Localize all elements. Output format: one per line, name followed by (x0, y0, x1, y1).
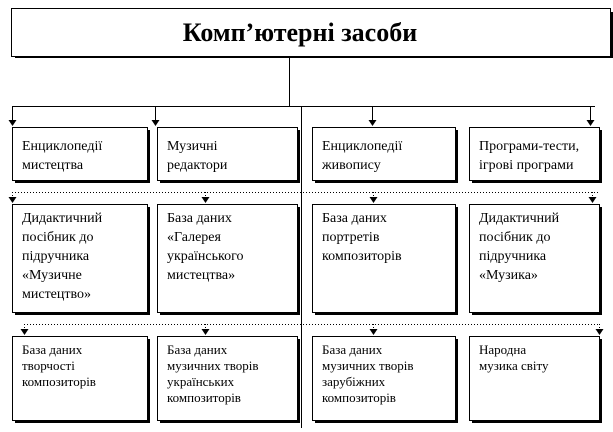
node-label-line: ігрові програми (479, 158, 574, 173)
node-label-line: композиторів (167, 390, 241, 405)
node-label-line: композиторів (22, 374, 96, 389)
arrow-head (370, 329, 378, 335)
node-label-line: Музичні (167, 139, 218, 154)
node-box (158, 205, 301, 316)
node-label-line: композиторів (322, 249, 402, 264)
arrow-head (9, 197, 17, 203)
node-box (13, 128, 151, 184)
node-box (158, 128, 301, 184)
title-text: Комп’ютерні засоби (182, 18, 418, 47)
node-label-line: зарубіжних (322, 374, 386, 389)
node-label-line: База даних (322, 211, 387, 226)
node-label-line: мистецтва» (167, 268, 236, 283)
node-label-line: Дидактичний (22, 211, 103, 226)
node-box (13, 205, 151, 316)
node-label-line: композиторів (322, 390, 396, 405)
node-label-line: «Музика» (479, 268, 538, 283)
node-label-line: мистецтва (22, 158, 84, 173)
node-label-line: музичних творів (322, 358, 414, 373)
node-box (13, 337, 151, 424)
node-box (313, 128, 459, 184)
node-label-line: підручника (22, 249, 90, 264)
nodes (13, 128, 603, 424)
node-label-line: живопису (322, 158, 381, 173)
node-label-line: Програми-тести, (479, 139, 580, 154)
node-label-line: портретів (322, 230, 380, 245)
node-label-line: База даних (167, 211, 232, 226)
arrow-head (152, 120, 160, 126)
node-label-line: мистецтво» (22, 287, 92, 302)
node-box (313, 337, 459, 424)
node-label-line: «Галерея (167, 230, 221, 245)
arrow-head (369, 120, 377, 126)
node-label-line: творчості (22, 358, 75, 373)
arrow-head (9, 120, 17, 126)
node-label-line: музика світу (479, 358, 549, 373)
node-label-line: посібник до (479, 230, 551, 245)
node-label-line: підручника (479, 249, 547, 264)
node-label-line: українських (167, 374, 235, 389)
node-label-line: База даних (22, 342, 83, 357)
arrow-head (370, 197, 378, 203)
arrow-head (21, 329, 29, 335)
node-label-line: Дидактичний (479, 211, 560, 226)
node-label-line: База даних (322, 342, 383, 357)
node-label-line: Енциклопедії (22, 139, 103, 154)
node-label-line: музичних творів (167, 358, 259, 373)
arrow-head (202, 197, 210, 203)
node-label-line: посібник до (22, 230, 94, 245)
node-label-line: «Музичне (22, 268, 82, 283)
node-label-line: українського (167, 249, 244, 264)
title-node (12, 9, 613, 59)
node-box (470, 128, 603, 184)
node-box (158, 337, 301, 424)
node-label-line: Народна (479, 342, 527, 357)
node-box (313, 205, 459, 316)
arrow-head (589, 197, 597, 203)
node-box (470, 337, 603, 424)
node-label-line: Енциклопедії (322, 139, 403, 154)
node-box (470, 205, 603, 316)
node-label-line: редактори (167, 158, 228, 173)
arrow-head (202, 329, 210, 335)
arrow-head (587, 120, 595, 126)
node-label-line: База даних (167, 342, 228, 357)
arrow-head (596, 329, 604, 335)
